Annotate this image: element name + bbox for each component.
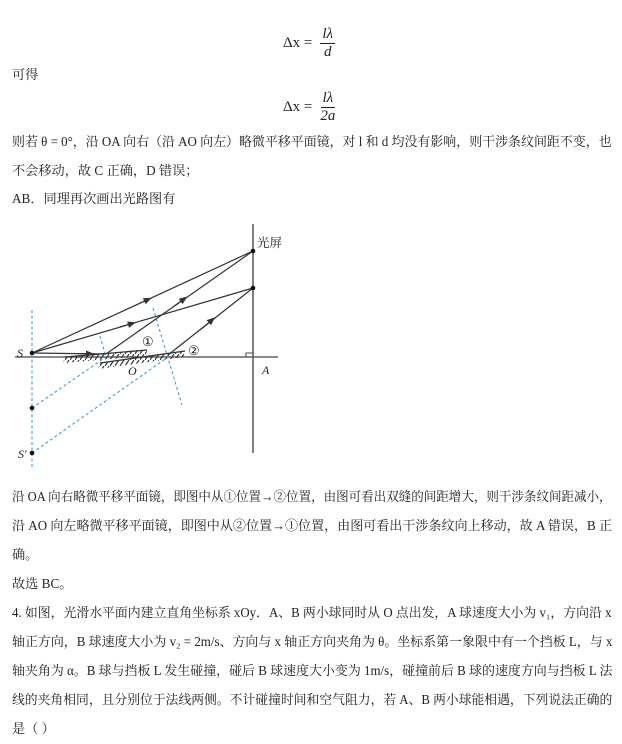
paragraph-3-line-1: 沿 OA 向右略微平移平面镜，即图中从①位置→②位置，由图可看出双缝的间距增大，则干涉条纹间距减小， (12, 489, 612, 504)
label-a: A (262, 363, 270, 377)
label-position-2: ② (188, 343, 200, 358)
text-kede: 可得 (12, 67, 39, 82)
conclusion: 故选 BC。 (12, 576, 73, 591)
paragraph-3-line-2: 沿 AO 向左略微平移平面镜，即图中从②位置→①位置，由图可看出干涉条纹向上移动，故 A 错误，B 正 (12, 518, 612, 533)
label-s: S (17, 346, 23, 360)
arrow-reflected-2 (200, 320, 212, 330)
point-screen-upper (251, 249, 256, 254)
image-line-2 (32, 357, 168, 453)
point-image-s-prime (30, 451, 35, 456)
arrow-reflected-1 (173, 299, 184, 307)
paragraph-1-line-2: 不会移动，故 C 正确，D 错误； (12, 163, 199, 178)
question-4-line-1: 4. 如图，光滑水平面内建立直角坐标系 xOy．A、B 两小球同时从 O 点出发，A 球速度大小为 v₁，方向沿 x (12, 605, 612, 620)
formula-2-lhs: Δx = (283, 99, 313, 115)
formula-2-numerator: lλ (322, 90, 334, 106)
question-4-line-3: 轴夹角为 α。B 球与挡板 L 发生碰撞，碰后 B 球速度大小变为 1m/s，碰撞前后 B 球的速度方向与挡板 L 法 (12, 663, 613, 678)
paragraph-3-line-3: 确。 (12, 547, 39, 562)
arrow-direct-upper (135, 300, 148, 306)
arrow-direct-lower (120, 324, 132, 328)
ray-incident-horizontal (32, 353, 106, 354)
question-4-line-4: 线的夹角相同，且分别位于法线两侧。不计碰撞时间和空气阻力，若 A、B 两小球能相遇，下列说法正确的 (12, 692, 613, 707)
formula-2-denominator: 2a (320, 108, 336, 124)
question-4-line-5: 是（ ） (12, 721, 55, 736)
label-s-prime: S′ (18, 447, 27, 461)
label-o: O (128, 364, 137, 378)
formula-1-lhs: Δx = (283, 35, 313, 51)
paragraph-2: AB．同理再次画出光路图有 (12, 191, 176, 206)
formula-1-numerator: lλ (322, 26, 334, 42)
label-screen: 光屏 (257, 236, 283, 250)
paragraph-1-line-1: 则若 θ = 0°，沿 OA 向右（沿 AO 向左）略微平移平面镜，对 l 和 d 均没有影响，则干涉条纹间距不变，也 (12, 134, 612, 149)
question-4-line-2: 轴正方向，B 球速度大小为 v₂ = 2m/s、方向与 x 轴正方向夹角为 θ。坐标系第一象限中有一个挡板 L，与 x (12, 634, 613, 649)
formula-1-denominator: d (323, 44, 332, 60)
point-source-s (30, 351, 35, 356)
image-line-1 (32, 357, 106, 408)
point-image-1 (30, 406, 35, 411)
label-position-1: ① (142, 334, 154, 349)
point-screen-lower (251, 286, 256, 291)
